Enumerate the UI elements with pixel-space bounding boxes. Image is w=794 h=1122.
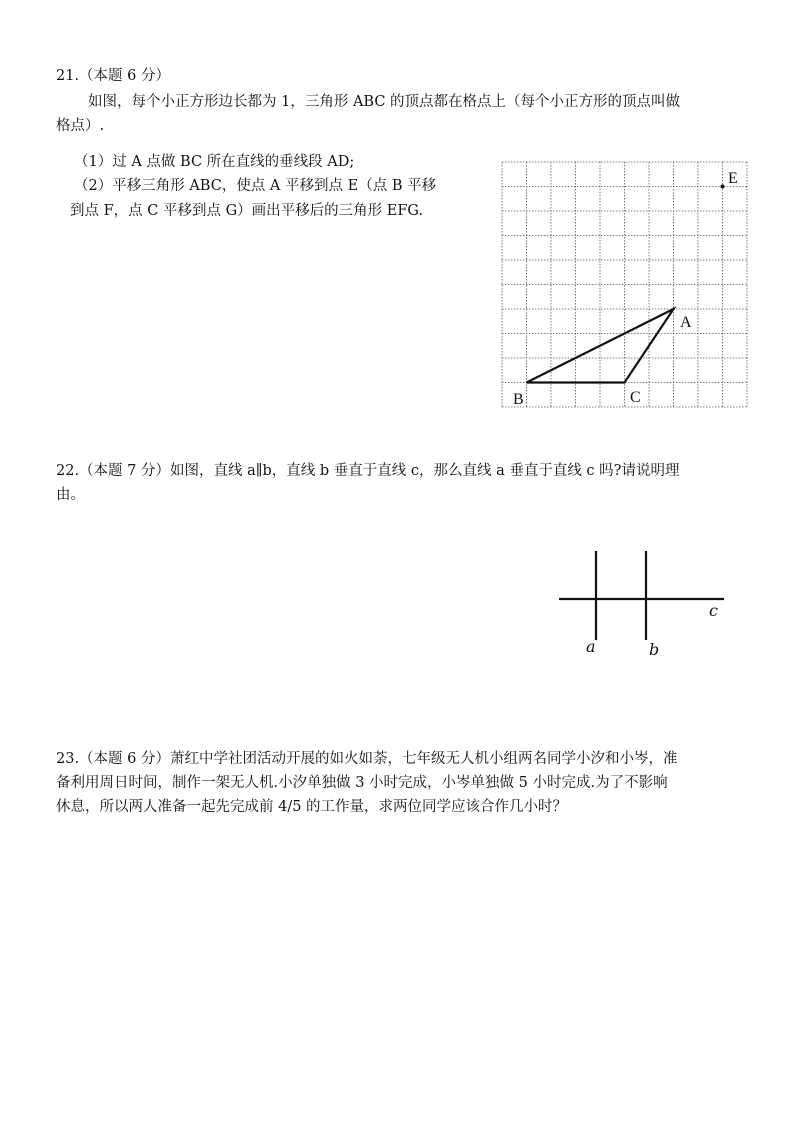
q21-intro-line2: 格点）. bbox=[56, 118, 105, 134]
q21-part2-line1: （2）平移三角形 ABC，使点 A 平移到点 E（点 B 平移 bbox=[74, 178, 437, 194]
label-e: E bbox=[728, 170, 738, 187]
triangle-abc bbox=[527, 309, 674, 383]
grid-lines bbox=[502, 162, 747, 407]
label-c: c bbox=[709, 601, 718, 620]
q21-intro-line1: 如图，每个小正方形边长都为 1，三角形 ABC 的顶点都在格点上（每个小正方形的顶点叫做 bbox=[88, 94, 681, 110]
q22-lines-figure bbox=[550, 545, 730, 665]
q23-line2: 备利用周日时间，制作一架无人机.小汐单独做 3 小时完成，小岑单独做 5 小时完成.为了不影响 bbox=[56, 775, 668, 791]
label-c: C bbox=[630, 389, 641, 406]
q23-line1: 23.（本题 6 分）萧红中学社团活动开展的如火如荼，七年级无人机小组两名同学小汐和小岑，准 bbox=[56, 751, 678, 767]
label-b: B bbox=[513, 391, 524, 408]
q21-part2-line2: 到点 F，点 C 平移到点 G）画出平移后的三角形 EFG. bbox=[70, 203, 424, 219]
q21-part1: （1）过 A 点做 BC 所在直线的垂线段 AD; bbox=[74, 154, 355, 170]
q22-line1: 22.（本题 7 分）如图，直线 a∥b，直线 b 垂直于直线 c，那么直线 a 垂直于直线 c 吗?请说明理 bbox=[56, 463, 680, 479]
label-b: b bbox=[649, 640, 660, 659]
q21-header: 21.（本题 6 分） bbox=[56, 68, 171, 84]
label-a: A bbox=[680, 314, 692, 331]
q23-line3: 休息，所以两人准备一起先完成前 4/5 的工作量，求两位同学应该合作几小时？ bbox=[56, 799, 568, 815]
point-e bbox=[721, 185, 725, 189]
label-a: a bbox=[586, 637, 596, 656]
q21-grid-figure bbox=[495, 155, 760, 420]
q22-line2: 由。 bbox=[56, 487, 85, 503]
